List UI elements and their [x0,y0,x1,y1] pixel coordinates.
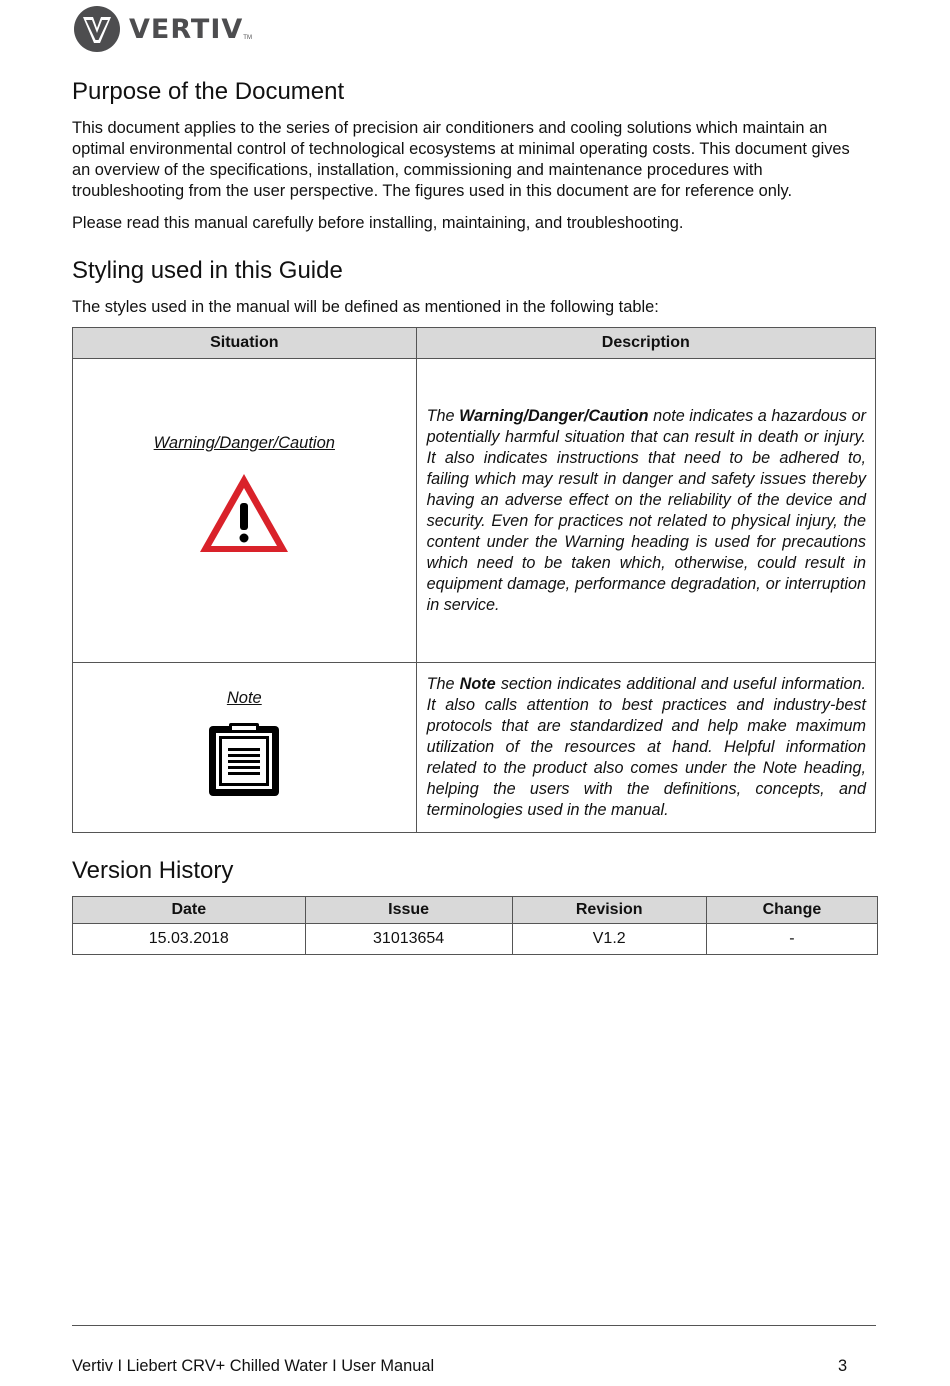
description-cell [416,663,875,833]
desc-keyword: Warning/Danger/Caution [459,406,649,425]
cell-issue: 31013654 [305,924,512,955]
vertiv-v-logo-icon [74,6,120,52]
page-number: 3 [838,1357,848,1375]
desc-body: section indicates additional and useful information. It also calls attention to best practices and industry-best protocols that are standardized and help make maximum utilization of the resources at hand. Helpful information related to the product also comes under the Note heading, helping the users with the definitions, concepts, and terminologies used in the manual. [426,675,866,819]
cell-date: 15.03.2018 [73,924,306,955]
styles-table [72,327,876,833]
col-date: Date [73,897,306,924]
situation-label: Note [226,688,262,707]
purpose-paragraph [72,118,872,202]
warning-triangle-icon [197,471,291,555]
col-description: Description [416,328,875,359]
styles-table-header [73,328,876,359]
description-cell [416,359,875,663]
version-heading: Version History [72,857,234,884]
styling-heading: Styling used in this Guide [72,257,343,284]
col-change: Change [706,897,877,924]
trademark: TM [243,35,252,41]
version-table-header [73,897,878,924]
situation-label: Warning/Danger/Caution [153,433,335,452]
col-issue: Issue [305,897,512,924]
brand-name: VERTIV [129,13,244,45]
purpose-line: troubleshooting from the user perspective. The figures used in this document are for reference only. [72,182,793,200]
col-situation: Situation [73,328,417,359]
col-revision: Revision [512,897,706,924]
styling-intro: The styles used in the manual will be defined as mentioned in the following table: [72,298,659,316]
table-row [73,924,878,955]
table-row-warning [73,359,876,663]
desc-intro: The [426,406,460,425]
purpose-line: This document applies to the series of precision air conditioners and cooling solutions which maintain an [72,119,828,137]
version-table [72,896,878,955]
purpose-instruction: Please read this manual carefully before installing, maintaining, and troubleshooting. [72,214,684,232]
footer-text: Vertiv I Liebert CRV+ Chilled Water I User Manual [72,1357,435,1375]
purpose-heading: Purpose of the Document [72,78,345,105]
situation-cell [73,663,417,833]
table-row-note [73,663,876,833]
footer-divider [72,1325,876,1326]
desc-intro: The [426,675,460,693]
cell-revision: V1.2 [512,924,706,955]
situation-cell [73,359,417,663]
cell-change: - [706,924,877,955]
purpose-line: an overview of the specifications, installation, commissioning and maintenance procedures with [72,161,763,179]
desc-body: note indicates a hazardous or potentially harmful situation that can result in death or injury. It also indicates instructions that need to be adhered to, failing which may result in danger and safety issues thereby having an adverse effect on the reliability of the device and security. Even for practices not related to physical injury, the content under the Warning heading is used for precautions which need to be taken which, otherwise, could result in equipment damage, performance degradation, or interruption in service. [426,406,866,614]
clipboard-note-icon [207,722,281,798]
vertiv-logo [74,5,252,53]
desc-keyword: Note [459,675,496,693]
purpose-line: optimal environmental control of technological ecosystems at minimal operating costs. This document gives [72,140,850,158]
